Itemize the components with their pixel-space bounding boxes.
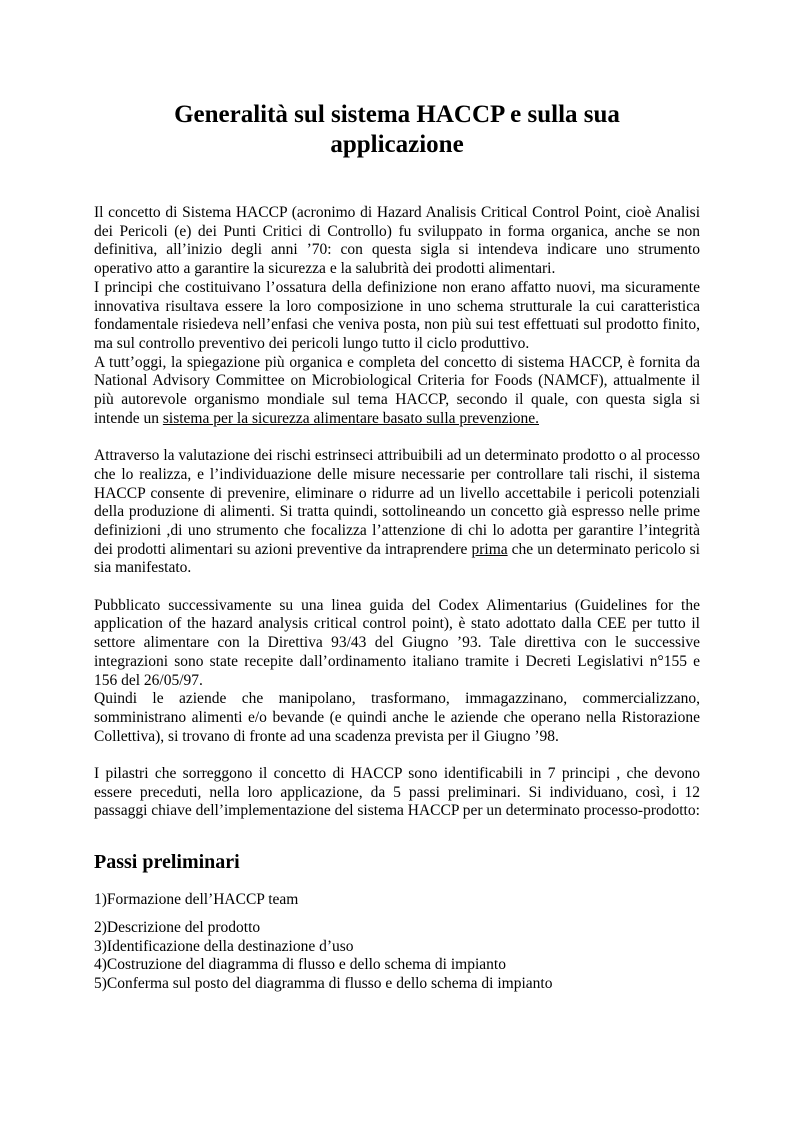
paragraph-text: che un determinato pericolo si sia manifestato. <box>94 540 700 577</box>
list-item: 4)Costruzione del diagramma di flusso e dello schema di impianto <box>94 956 506 974</box>
paragraph-text: Pubblicato successivamente su una linea guida del Codex Alimentarius (Guidelines for the application of the hazard analysis critical control point), è stato adottato dalla CEE per tutto il settore alimentare con la Direttiva 93/43 del Giugno ’93. Tale direttiva con le successive integrazioni sono state recepite dall’ordinamento italiano tramite i Decreti Legislativi n°155 e 156 del 26/05/97. <box>94 596 700 689</box>
list-item: 3)Identificazione della destinazione d’uso <box>94 937 354 955</box>
document-title: Generalità sul sistema HACCP e sulla sua applicazione <box>174 101 620 158</box>
paragraph-text: I pilastri che sorreggono il concetto di HACCP sono identificabili in 7 principi , che devono essere preceduti, nella loro applicazione, da 5 passi preliminari. Si individuano, così, i 12 passaggi chiave dell’implementazione del sistema HACCP per un determinato processo-prodotto: <box>94 765 700 820</box>
list-item: 5)Conferma sul posto del diagramma di flusso e dello schema di impianto <box>94 974 553 992</box>
list-item: 2)Descrizione del prodotto <box>94 918 261 936</box>
document-body <box>94 204 700 994</box>
paragraph-pillars <box>94 765 700 821</box>
underlined-definition-text: sistema per la sicurezza alimentare basato sulla prevenzione. <box>162 409 540 427</box>
paragraph-text: A tutt’oggi, la spiegazione più organica e completa del concetto di sistema HACCP, è fornita da National Advisory Committee on Microbiological Criteria for Foods (NAMCF), attualmente il più autorevole organismo mondiale sul tema HACCP, secondo il quale, con questa sigla si intende un <box>94 353 700 427</box>
paragraph-risk-evaluation <box>94 447 700 578</box>
paragraph-namcf-definition <box>94 354 700 429</box>
section-heading-passi-preliminari: Passi preliminari <box>94 851 240 874</box>
paragraph-text: Attraverso la valutazione dei rischi estrinseci attribuibili ad un determinato prodotto o al processo che lo realizza, e l’individuazione delle misure necessarie per controllare tali rischi, il sistema HACCP consente di prevenire, eliminare o ridurre ad un livello accettabile i pericoli potenziali della produzione di alimenti. Si tratta quindi, sottolineando un concetto già espresso nelle prime definizioni ,di uno strumento che focalizza l’attenzione di chi lo adotta per garantire l’integrità dei prodotti alimentari su azioni preventive da intraprendere <box>94 447 700 558</box>
paragraph-codex-directive <box>94 597 700 691</box>
preliminary-steps-list <box>94 891 700 994</box>
paragraph-text: Il concetto di Sistema HACCP (acronimo di Hazard Analisis Critical Control Point, cioè Analisi dei Pericoli (e) dei Punti Critici di Controllo) fu sviluppato in forma organica, anche se non definitiva, all’inizio degli anni ’70: con questa sigla si intendeva indicare uno strumento operativo atto a garantire la sicurezza e la salubrità dei prodotti alimentari. <box>94 204 700 278</box>
underlined-prima-text: prima <box>471 540 508 558</box>
paragraph-deadline <box>94 690 700 746</box>
paragraph-haccp-concept <box>94 204 700 279</box>
paragraph-text: I principi che costituivano l’ossatura della definizione non erano affatto nuovi, ma sicuramente innovativa risultava essere la loro composizione in uno schema strutturale la cui caratteristica fondamentale risiedeva nell’enfasi che veniva posta, non più sui test effettuati sul prodotto finito, ma sul controllo preventivo dei pericoli lungo tutto il ciclo produttivo. <box>94 278 700 352</box>
paragraph-text: Quindi le aziende che manipolano, trasformano, immagazzinano, commercializzano, somministrano alimenti e/o bevande (e quindi anche le aziende che operano nella Ristorazione Collettiva), si trovano di fronte ad una scadenza prevista per il Giugno ’98. <box>94 690 700 745</box>
paragraph-principles <box>94 279 700 354</box>
list-item: 1)Formazione dell’HACCP team <box>94 891 299 909</box>
